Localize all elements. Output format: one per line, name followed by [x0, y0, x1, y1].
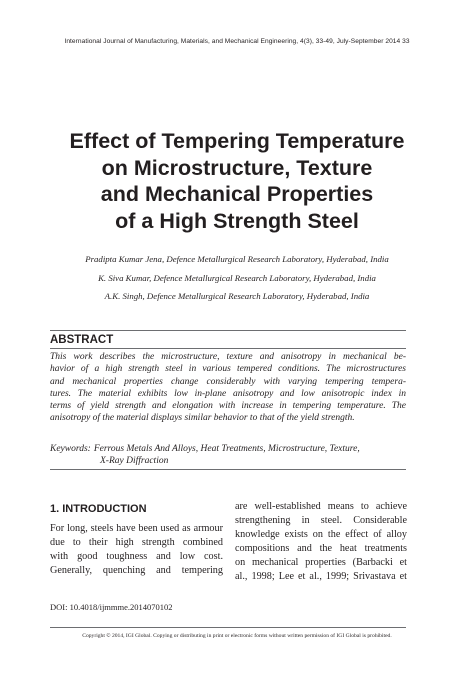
author-affiliation: Pradipta Kumar Jena, Defence Metallurgical Research Laboratory, Hyderabad, India: [85, 254, 389, 264]
body-line: For long, steels have been used as armour: [50, 523, 223, 534]
body-line: with good toughness and low cost.: [50, 551, 223, 562]
body-line: due to their high strength combined: [50, 537, 223, 548]
body-line: Generally, quenching and tempering: [50, 565, 223, 576]
abstract-line: anisotropy of the material displays similar behavior to that of the yield strength.: [50, 413, 355, 424]
body-line: compositions and the heat treatments: [235, 543, 407, 554]
copyright-notice: Copyright © 2014, IGI Global. Copying or distributing in print or electronic forms without written permission of IGI Global is prohibited.: [82, 633, 392, 639]
abstract-line: terms of yield strength and elongation with increase in tempering temperature. The: [50, 401, 406, 412]
footer-rule: [50, 627, 406, 628]
author-affiliation: A.K. Singh, Defence Metallurgical Research Laboratory, Hyderabad, India: [104, 291, 370, 301]
abstract-heading-rule: [50, 348, 406, 349]
abstract-bottom-rule: [50, 469, 406, 470]
section-heading-introduction: 1. INTRODUCTION: [50, 503, 147, 515]
doi-text: DOI: 10.4018/ijmmme.2014070102: [50, 602, 173, 612]
title-line: of a High Strength Steel: [115, 208, 359, 233]
abstract-line: havior of a high strength steel in various tempered conditions. The microstructures: [50, 364, 406, 375]
title-line: on Microstructure, Texture: [101, 155, 373, 180]
keywords: [50, 443, 410, 468]
abstract-top-rule: [50, 330, 406, 331]
title-line: Effect of Tempering Temperature: [69, 129, 405, 153]
body-line: are well-established means to achieve: [235, 501, 407, 512]
keywords-text-continued: X-Ray Diffraction: [100, 456, 169, 467]
intro-left-column: [50, 522, 223, 578]
body-line: al., 1998; Lee et al., 1999; Srivastava et: [235, 571, 407, 582]
author-affiliation: K. Siva Kumar, Defence Metallurgical Research Laboratory, Hyderabad, India: [98, 272, 376, 283]
body-line: strengthening in steel. Considerable: [235, 515, 407, 526]
abstract-line: tures. The material exhibits low in-plane anisotropy and low anisotropic index in: [50, 388, 406, 399]
author-list: [30, 250, 444, 306]
title-line: and Mechanical Properties: [100, 182, 374, 206]
abstract-line: and mechanical properties change considerably with varying tempering tempera-: [50, 376, 406, 387]
abstract-heading: ABSTRACT: [50, 334, 114, 346]
keywords-text: Ferrous Metals And Alloys, Heat Treatments, Microstructure, Texture,: [93, 444, 360, 454]
keywords-label: Keywords:: [50, 444, 91, 454]
body-line: knowledge exists on the effect of alloy: [235, 529, 407, 540]
intro-right-column: [235, 500, 407, 584]
abstract-body: [50, 351, 406, 425]
body-line: on mechanical properties (Barbacki et: [235, 557, 407, 568]
running-head: International Journal of Manufacturing, Materials, and Mechanical Engineering, 4(3), 33-49, July-September 2014 33: [64, 38, 410, 45]
paper-title: [30, 128, 444, 234]
abstract-line: This work describes the microstructure, texture and anisotropy in mechanical be-: [50, 352, 406, 362]
